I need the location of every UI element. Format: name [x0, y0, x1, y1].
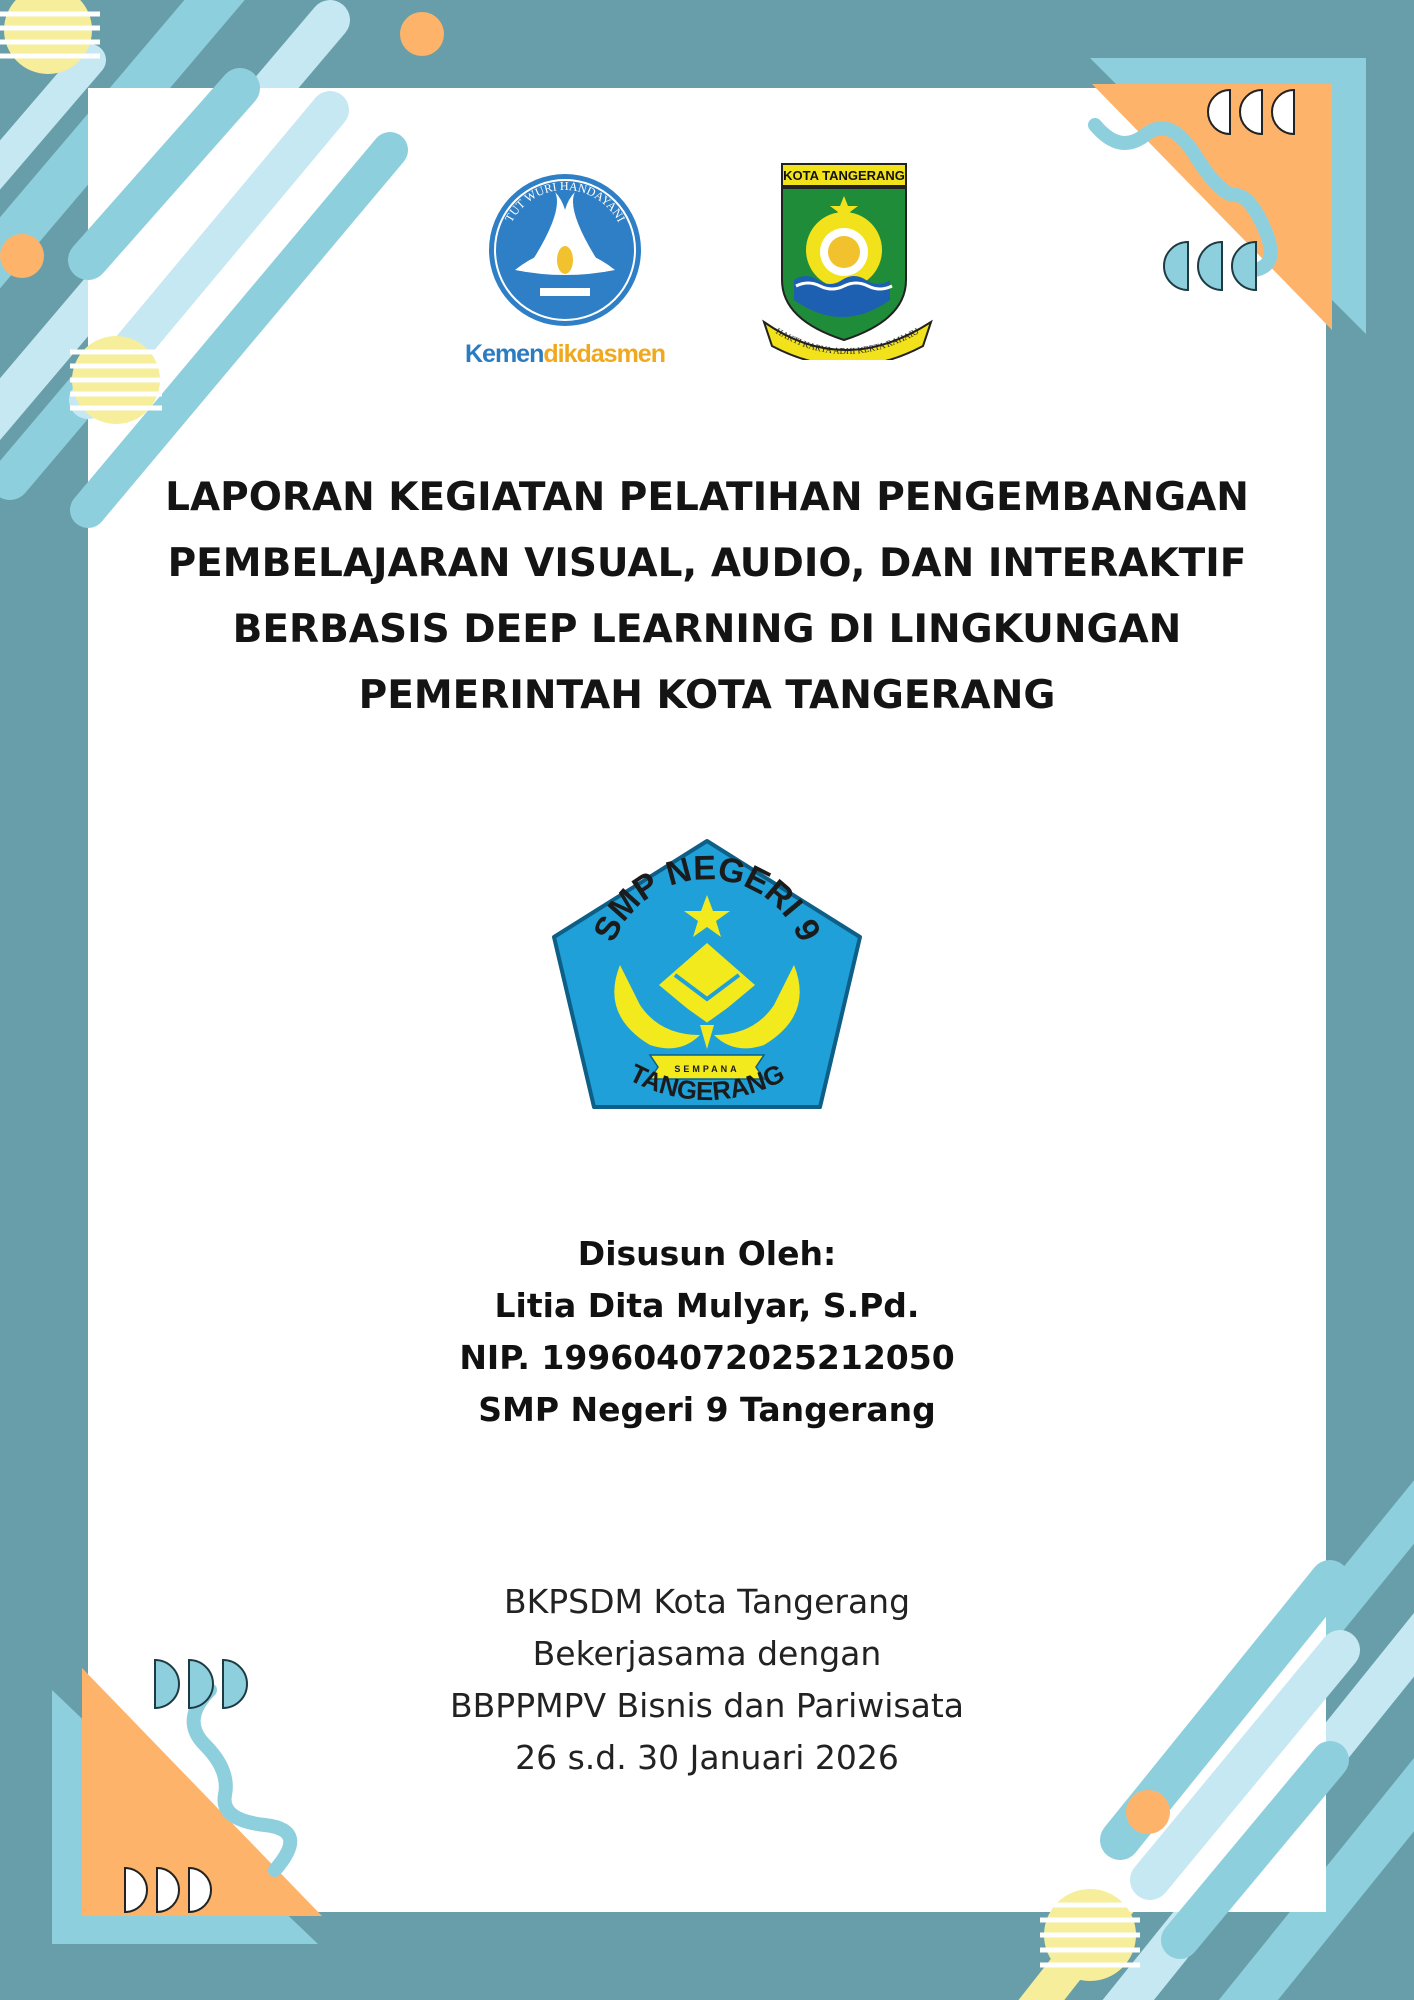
author-name: Litia Dita Mulyar, S.Pd. — [494, 1286, 920, 1325]
header-logos — [0, 150, 1414, 370]
kota-tangerang-shield-icon — [760, 160, 935, 360]
author-label: Disusun Oleh: — [577, 1234, 837, 1273]
title-line-4: PEMERINTAH KOTA TANGERANG — [358, 673, 1056, 718]
svg-text:SMP NEGERI 9: SMP NEGERI 9 — [586, 849, 828, 948]
author-nip: NIP. 199604072025212050 — [459, 1338, 955, 1377]
svg-text:TUT WURI HANDAYANI: TUT WURI HANDAYANI — [501, 178, 629, 225]
kota-tangerang-crest — [760, 160, 935, 360]
organizer-line-1: BKPSDM Kota Tangerang — [503, 1582, 911, 1621]
title-line-2: PEMBELAJARAN VISUAL, AUDIO, DAN INTERAKTIF — [167, 541, 1247, 586]
smp-negeri-9-logo — [550, 825, 864, 1135]
organizer-line-3: BBPPMPV Bisnis dan Pariwisata — [450, 1686, 964, 1725]
title-line-1: LAPORAN KEGIATAN PELATIHAN PENGEMBANGAN — [165, 475, 1249, 520]
svg-text:BHAKTI KARYA ADHI KERTA RAHARJ: HAKTI KARYA ADHI KERTA RAHARJ — [774, 325, 921, 357]
author-school: SMP Negeri 9 Tangerang — [478, 1390, 936, 1429]
svg-text:TANGERANG: TANGERANG — [625, 1057, 789, 1107]
tut-wuri-emblem-icon — [445, 160, 685, 340]
kemendikdasmen-wordmark: Kemendikdasmen — [465, 340, 665, 368]
report-title — [130, 465, 1284, 729]
author-block — [200, 1228, 1214, 1436]
organizer-block — [200, 1576, 1214, 1784]
organizer-line-2: Bekerjasama dengan — [532, 1634, 882, 1673]
svg-text:SEMPANA: SEMPANA — [674, 1064, 740, 1074]
title-line-3: BERBASIS DEEP LEARNING DI LINGKUNGAN — [232, 607, 1182, 652]
event-date: 26 s.d. 30 Januari 2026 — [515, 1738, 899, 1777]
svg-text:KOTA TANGERANG: KOTA TANGERANG — [783, 168, 905, 183]
kemendikdasmen-logo — [445, 160, 685, 375]
